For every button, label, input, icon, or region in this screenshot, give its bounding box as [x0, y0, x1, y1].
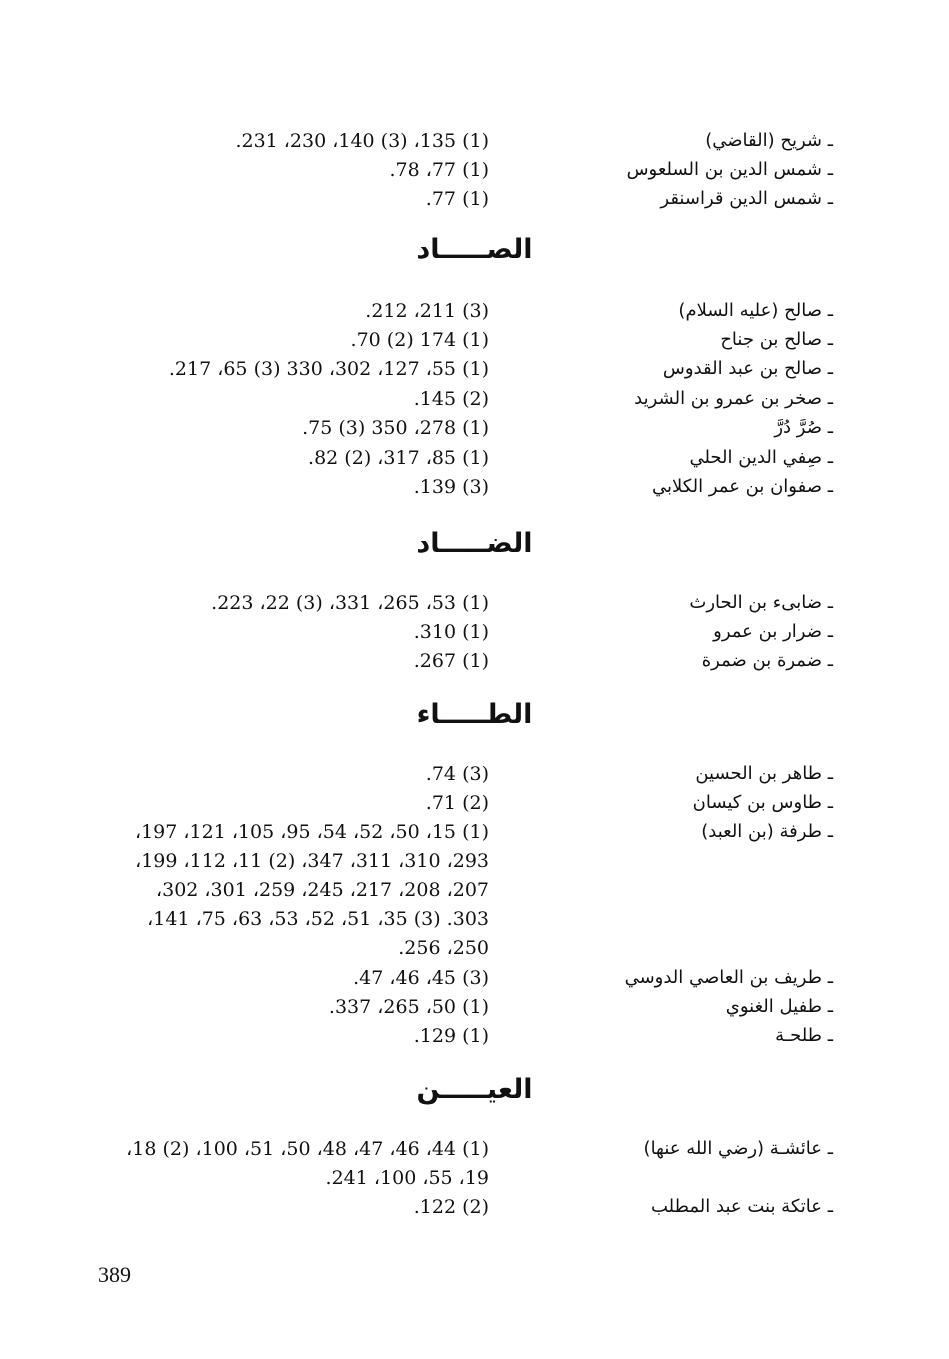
entry-name: ـ عاتكة بنت عبد المطلب — [650, 1196, 833, 1217]
entry-references: 19، 55، 100، 241. — [325, 1167, 489, 1189]
entry-references: (1) 174 (2) 70. — [350, 329, 489, 351]
section-heading-sad: الصـــــاد — [416, 234, 533, 265]
entry-references: (1) 55، 127، 302، 330 (3) 65، 217. — [168, 358, 489, 380]
entry-references: (1) 85، 317، (2) 82. — [308, 447, 489, 469]
index-entry — [0, 788, 949, 818]
index-entry — [0, 384, 949, 414]
index-entry — [0, 588, 949, 618]
index-entry — [0, 325, 949, 355]
index-entry — [0, 759, 949, 789]
entry-references: (3) 211، 212. — [365, 300, 489, 322]
entry-references: 293، 310، 311، 347، (2) 11، 112، 199، — [135, 850, 489, 872]
entry-references: 207، 208، 217، 245، 259، 301، 302، — [155, 879, 489, 901]
entry-name: ـ صالح بن جناح — [720, 329, 833, 350]
index-entry — [0, 992, 949, 1022]
index-entry — [0, 963, 949, 993]
entry-references: 303. (3) 35، 51، 52، 53، 63، 75، 141، — [147, 908, 489, 930]
entry-name: ـ طاهر بن الحسين — [695, 763, 833, 784]
entry-name: ـ شمس الدين بن السلعوس — [626, 159, 833, 180]
index-entry — [0, 1134, 949, 1164]
entry-references: (3) 45، 46، 47. — [353, 967, 489, 989]
entry-name: ـ صُرَّ دُرَّ — [774, 417, 833, 438]
index-entry — [0, 617, 949, 647]
index-entry — [0, 296, 949, 326]
entry-references: (1) 77، 78. — [389, 159, 489, 181]
section-heading-ayn: العيـــــن — [416, 1074, 533, 1105]
index-entry — [0, 354, 949, 384]
entry-name: ـ ضمرة بن ضمرة — [701, 650, 833, 671]
index-entry-continuation — [0, 904, 949, 934]
entry-references: (1) 15، 50، 52، 54، 95، 105، 121، 197، — [134, 821, 489, 843]
entry-references: 250، 256. — [398, 937, 489, 959]
entry-references: (1) 135، (3) 140، 230، 231. — [235, 130, 489, 152]
section-heading-ta: الطـــــاء — [416, 699, 533, 730]
page-number: 389 — [98, 1262, 131, 1287]
entry-references: (3) 74. — [425, 763, 489, 785]
entry-references: (1) 310. — [413, 621, 489, 643]
index-entry — [0, 472, 949, 502]
entry-references: (1) 44، 46، 47، 48، 50، 51، 100، (2) 18، — [126, 1138, 489, 1160]
entry-name: ـ ضرار بن عمرو — [713, 621, 833, 642]
entry-name: ـ صِفي الدين الحلي — [689, 447, 833, 468]
entry-name: ـ عائشـة (رضي الله عنها) — [643, 1138, 833, 1159]
entry-references: (2) 71. — [425, 792, 489, 814]
entry-references: (2) 145. — [413, 388, 489, 410]
entry-references: (3) 139. — [413, 476, 489, 498]
index-entry-continuation — [0, 933, 949, 963]
entry-references: (1) 267. — [413, 650, 489, 672]
entry-references: (1) 77. — [425, 188, 489, 210]
entry-references: (1) 129. — [413, 1025, 489, 1047]
entry-name: ـ طفيل الغنوي — [725, 996, 833, 1017]
entry-name: ـ صالح (عليه السلام) — [678, 300, 833, 321]
index-entry — [0, 817, 949, 847]
index-entry — [0, 184, 949, 214]
index-entry — [0, 1192, 949, 1222]
entry-name: ـ صفوان بن عمر الكلابي — [651, 476, 833, 497]
index-entry-continuation — [0, 846, 949, 876]
entry-name: ـ طلحـة — [775, 1025, 833, 1046]
entry-name: ـ طاوس بن كيسان — [692, 792, 833, 813]
entry-references: (2) 122. — [413, 1196, 489, 1218]
entry-name: ـ طريف بن العاصي الدوسي — [624, 967, 833, 988]
index-entry — [0, 413, 949, 443]
index-entry — [0, 126, 949, 156]
entry-references: (1) 53، 265، 331، (3) 22، 223. — [211, 592, 489, 614]
entry-name: ـ صالح بن عبد القدوس — [662, 358, 833, 379]
index-entry — [0, 646, 949, 676]
entry-name: ـ ضابىء بن الحارث — [689, 592, 833, 613]
entry-references: (1) 278، 350 (3) 75. — [302, 417, 489, 439]
index-entry — [0, 155, 949, 185]
entry-name: ـ صخر بن عمرو بن الشريد — [634, 388, 833, 409]
index-entry-continuation — [0, 875, 949, 905]
entry-references: (1) 50، 265، 337. — [328, 996, 489, 1018]
entry-name: ـ شريح (القاضي) — [705, 130, 833, 151]
index-entry — [0, 1021, 949, 1051]
index-entry-continuation — [0, 1163, 949, 1193]
section-heading-dad: الضـــــاد — [416, 528, 533, 559]
entry-name: ـ طرفة (بن العبد) — [701, 821, 833, 842]
entry-name: ـ شمس الدين قراسنقر — [660, 188, 833, 209]
index-entry — [0, 443, 949, 473]
